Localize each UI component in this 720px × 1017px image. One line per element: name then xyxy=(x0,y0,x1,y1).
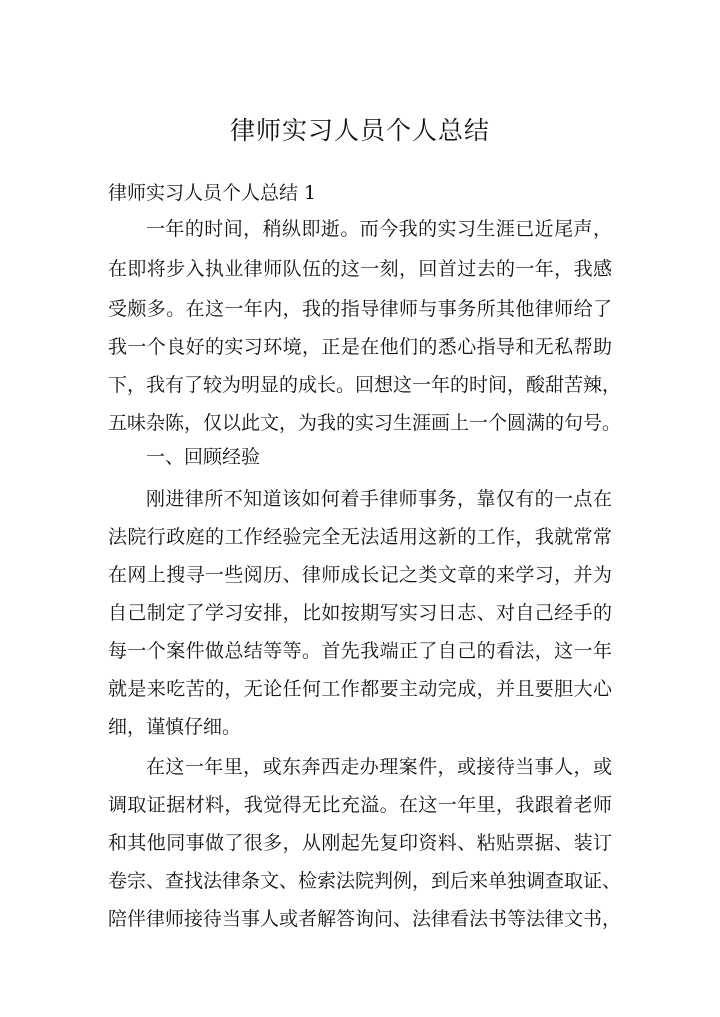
paragraph-line: 在这一年里，或东奔西走办理案件，或接待当事人，或 xyxy=(146,756,612,778)
paragraph-line: 和其他同事做了很多，从刚起先复印资料、粘贴票据、装订 xyxy=(108,832,612,854)
paragraph-line: 卷宗、查找法律条文、检索法院判例，到后来单独调查取证、 xyxy=(108,870,622,892)
document-title: 律师实习人员个人总结 xyxy=(229,116,490,145)
paragraph-line: 细，谨慎仔细。 xyxy=(108,716,242,738)
paragraph-line: 就是来吃苦的，无论任何工作都要主动完成，并且要胆大心 xyxy=(108,678,612,700)
paragraph-line: 自己制定了学习安排，比如按期写实习日志、对自己经手的 xyxy=(108,602,612,624)
paragraph-line: 下，我有了较为明显的成长。回想这一年的时间，酸甜苦辣， xyxy=(108,374,622,396)
paragraph-line: 陪伴律师接待当事人或者解答询问、法律看法书等法律文书， xyxy=(108,908,622,930)
paragraph-line: 在网上搜寻一些阅历、律师成长记之类文章的来学习，并为 xyxy=(108,564,612,586)
paragraph-line: 受颇多。在这一年内，我的指导律师与事务所其他律师给了 xyxy=(108,298,612,320)
paragraph-line: 法院行政庭的工作经验完全无法适用这新的工作，我就常常 xyxy=(108,526,612,548)
section-heading: 律师实习人员个人总结 1 xyxy=(108,182,317,204)
paragraph-line: 每一个案件做总结等等。首先我端正了自己的看法，这一年 xyxy=(108,640,612,662)
paragraph-line: 刚进律所不知道该如何着手律师事务，靠仅有的一点在 xyxy=(146,488,612,510)
paragraph-line: 调取证据材料，我觉得无比充溢。在这一年里，我跟着老师 xyxy=(108,794,612,816)
subsection-heading: 一、回顾经验 xyxy=(146,446,261,468)
paragraph-line: 我一个良好的实习环境，正是在他们的悉心指导和无私帮助 xyxy=(108,336,612,358)
paragraph-line: 五味杂陈，仅以此文，为我的实习生涯画上一个圆满的句号。 xyxy=(108,412,622,434)
paragraph-line: 一年的时间，稍纵即逝。而今我的实习生涯已近尾声， xyxy=(146,218,612,240)
paragraph-line: 在即将步入执业律师队伍的这一刻，回首过去的一年，我感 xyxy=(108,258,612,280)
